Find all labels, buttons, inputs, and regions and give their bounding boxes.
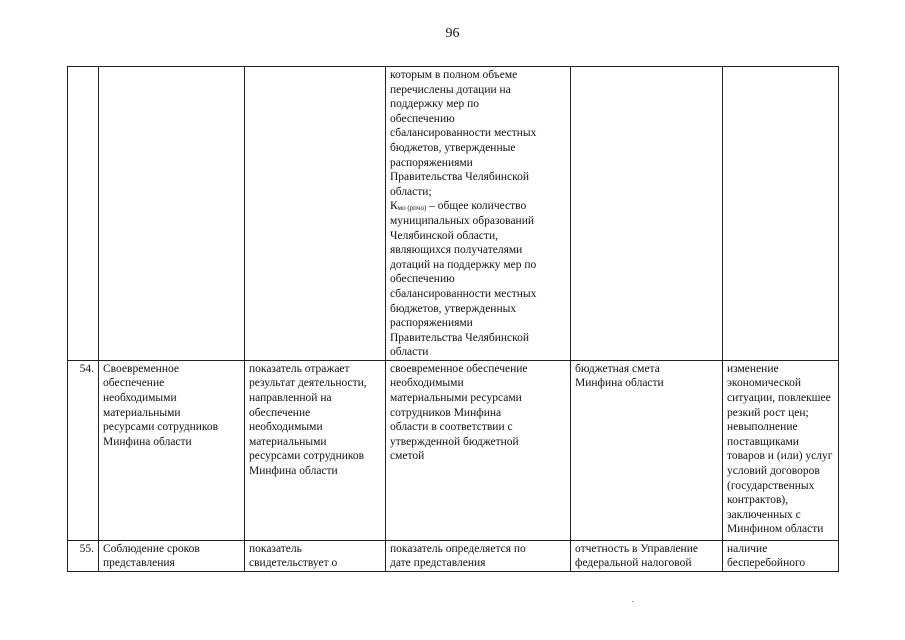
method-line: обеспечению — [390, 273, 455, 286]
method-line: утвержденной бюджетной — [390, 435, 519, 448]
method-line: сбалансированности местных — [390, 287, 537, 300]
name-line: материальными — [103, 406, 181, 419]
calculation-method-cell — [386, 67, 571, 361]
name-line: ресурсами сотрудников — [103, 421, 219, 434]
method-line: которым в полном объеме — [390, 69, 518, 81]
method-line: сбалансированности местных — [390, 127, 537, 140]
data-source-cell — [571, 540, 723, 571]
method-line: показатель определяется по — [390, 542, 526, 555]
formula-line — [390, 199, 566, 214]
risks-cell — [723, 360, 839, 540]
row-number-cell: 55. — [68, 540, 99, 571]
calculation-method-cell — [386, 360, 571, 540]
risk-line: резкий рост цен; — [727, 406, 809, 419]
method-line: перечислены дотации на — [390, 83, 511, 96]
formula-subscript: мо (рпчо) — [397, 204, 427, 213]
name-line: Своевременное — [103, 362, 179, 375]
method-line: бюджетов, утвержденные — [390, 141, 516, 154]
risk-line: заключенных с — [727, 508, 801, 521]
indicators-table — [67, 66, 839, 572]
method-line: бюджетов, утвержденных — [390, 302, 517, 315]
method-line: Правительства Челябинской — [390, 171, 530, 184]
row-number-cell: 54. — [68, 360, 99, 540]
risk-line: бесперебойного — [727, 557, 806, 570]
risk-line: ситуации, повлекшее — [727, 392, 831, 405]
name-line: Соблюдение сроков — [103, 542, 200, 555]
page-number: 96 — [445, 26, 460, 41]
risk-line: наличие — [727, 542, 768, 555]
method-line: дотаций на поддержку мер по — [390, 258, 537, 271]
method-line: области в соответствии с — [390, 421, 513, 434]
risk-line: Минфином области — [727, 523, 824, 536]
risk-line: контрактов), — [727, 494, 789, 507]
method-line: Правительства Челябинской — [390, 331, 530, 344]
risks-cell — [723, 540, 839, 571]
indicator-description-cell — [245, 540, 386, 571]
risk-line: невыполнение — [727, 421, 798, 434]
method-line: распоряжениями — [390, 317, 473, 330]
name-line: необходимыми — [103, 392, 177, 405]
formula-text: – общее количество — [426, 200, 527, 213]
calculation-method-cell — [386, 540, 571, 571]
description-line: обеспечение — [249, 406, 311, 419]
indicator-name-cell — [99, 540, 245, 571]
method-line: необходимыми — [390, 377, 464, 390]
formula-symbol: К — [390, 200, 398, 213]
source-line: бюджетная смета — [575, 362, 660, 375]
source-line: федеральной налоговой — [575, 557, 692, 570]
description-line: направленной на — [249, 392, 332, 405]
method-line: области — [390, 346, 429, 359]
risk-line: (государственных — [727, 479, 815, 492]
description-line: ресурсами сотрудников — [249, 450, 365, 463]
method-line: обеспечению — [390, 112, 455, 125]
description-line: результат деятельности, — [249, 377, 367, 390]
risk-line: поставщиками — [727, 435, 799, 448]
indicator-description-cell — [245, 67, 386, 361]
name-line: Минфина области — [103, 435, 192, 448]
data-source-cell — [571, 360, 723, 540]
name-line: обеспечение — [103, 377, 165, 390]
risk-line: изменение — [727, 362, 779, 375]
scan-speck — [632, 601, 634, 602]
description-line: материальными — [249, 435, 327, 448]
indicator-name-cell — [99, 360, 245, 540]
description-line: показатель отражает — [249, 362, 350, 375]
method-line: муниципальных образований — [390, 214, 535, 227]
table-row — [68, 360, 839, 540]
description-line: свидетельствует о — [249, 557, 338, 570]
source-line: отчетность в Управление — [575, 542, 698, 555]
risk-line: экономической — [727, 377, 801, 390]
indicator-name-cell — [99, 67, 245, 361]
method-line: области; — [390, 185, 432, 198]
name-line: представления — [103, 557, 175, 570]
risk-line: условий договоров — [727, 465, 820, 478]
description-line: Минфина области — [249, 465, 338, 478]
description-line: показатель — [249, 542, 302, 555]
method-line: дате представления — [390, 557, 486, 570]
method-line: материальными ресурсами — [390, 392, 522, 405]
description-line: необходимыми — [249, 421, 323, 434]
table-row — [68, 67, 839, 361]
risk-line: товаров и (или) услуг — [727, 450, 833, 463]
data-source-cell — [571, 67, 723, 361]
method-line: Челябинской области, — [390, 229, 498, 242]
method-line: поддержку мер по — [390, 98, 480, 111]
source-line: Минфина области — [575, 377, 664, 390]
method-line: являющихся получателями — [390, 244, 523, 257]
row-number-cell — [68, 67, 99, 361]
table-row — [68, 540, 839, 571]
method-line: своевременное обеспечение — [390, 362, 528, 375]
method-line: сотрудников Минфина — [390, 406, 502, 419]
indicator-description-cell — [245, 360, 386, 540]
method-line: распоряжениями — [390, 156, 473, 169]
method-line: сметой — [390, 450, 425, 463]
risks-cell — [723, 67, 839, 361]
